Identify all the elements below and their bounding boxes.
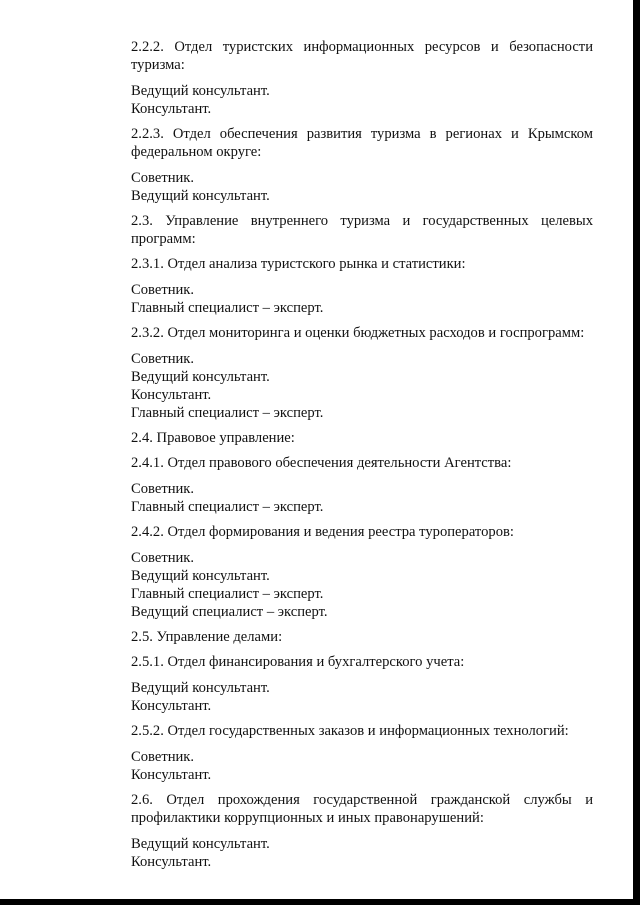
section-2-6 (131, 791, 593, 871)
position-item: Советник. (131, 282, 195, 298)
section-heading: 2.5.1. Отдел финансирования и бухгалтерского учета: (131, 654, 465, 670)
section-heading: 2.4. Правовое управление: (131, 430, 295, 446)
position-list (131, 281, 593, 317)
section-2-3 (131, 212, 593, 248)
position-item: Советник. (131, 749, 195, 765)
section-heading: 2.3.2. Отдел мониторинга и оценки бюджетных расходов и госпрограмм: (131, 325, 585, 341)
section-heading: 2.6. Отдел прохождения государственной гражданской службы и профилактики коррупционных и иных правонарушений: (131, 792, 593, 826)
position-list (131, 350, 593, 422)
position-list (131, 480, 593, 516)
section-2-5-2 (131, 722, 593, 784)
section-2-4-1 (131, 454, 593, 516)
section-2-3-1 (131, 255, 593, 317)
position-item: Консультант. (131, 387, 212, 403)
position-list (131, 549, 593, 621)
section-2-4-2 (131, 523, 593, 621)
position-item: Консультант. (131, 767, 212, 783)
document-page (131, 38, 593, 871)
section-heading: 2.2.3. Отдел обеспечения развития туризма в регионах и Крымском федеральном округе: (131, 126, 593, 160)
position-list (131, 835, 593, 871)
section-heading: 2.4.1. Отдел правового обеспечения деятельности Агентства: (131, 455, 512, 471)
position-item: Ведущий консультант. (131, 680, 270, 696)
section-heading: 2.2.2. Отдел туристских информационных ресурсов и безопасности туризма: (131, 39, 593, 73)
position-item: Ведущий консультант. (131, 836, 270, 852)
position-item: Консультант. (131, 854, 212, 870)
section-2-2-2 (131, 38, 593, 118)
section-2-5-1 (131, 653, 593, 715)
position-item: Главный специалист – эксперт. (131, 405, 324, 421)
position-item: Консультант. (131, 101, 212, 117)
position-list (131, 82, 593, 118)
section-heading: 2.5.2. Отдел государственных заказов и информационных технологий: (131, 723, 569, 739)
position-item: Ведущий консультант. (131, 568, 270, 584)
position-item: Главный специалист – эксперт. (131, 586, 324, 602)
section-heading: 2.3. Управление внутреннего туризма и государственных целевых программ: (131, 213, 593, 247)
section-2-4 (131, 429, 593, 447)
position-item: Советник. (131, 351, 195, 367)
position-list (131, 748, 593, 784)
section-heading: 2.3.1. Отдел анализа туристского рынка и статистики: (131, 256, 466, 272)
section-heading: 2.5. Управление делами: (131, 629, 283, 645)
position-item: Советник. (131, 550, 195, 566)
position-item: Советник. (131, 170, 195, 186)
position-list (131, 679, 593, 715)
section-2-3-2 (131, 324, 593, 422)
position-item: Ведущий специалист – эксперт. (131, 604, 328, 620)
scan-border-right (633, 0, 640, 905)
position-item: Главный специалист – эксперт. (131, 499, 324, 515)
section-2-5 (131, 628, 593, 646)
section-2-2-3 (131, 125, 593, 205)
position-list (131, 169, 593, 205)
position-item: Главный специалист – эксперт. (131, 300, 324, 316)
position-item: Ведущий консультант. (131, 83, 270, 99)
position-item: Советник. (131, 481, 195, 497)
position-item: Ведущий консультант. (131, 188, 270, 204)
position-item: Консультант. (131, 698, 212, 714)
section-heading: 2.4.2. Отдел формирования и ведения реестра туроператоров: (131, 524, 514, 540)
position-item: Ведущий консультант. (131, 369, 270, 385)
scan-border-bottom (0, 899, 640, 905)
